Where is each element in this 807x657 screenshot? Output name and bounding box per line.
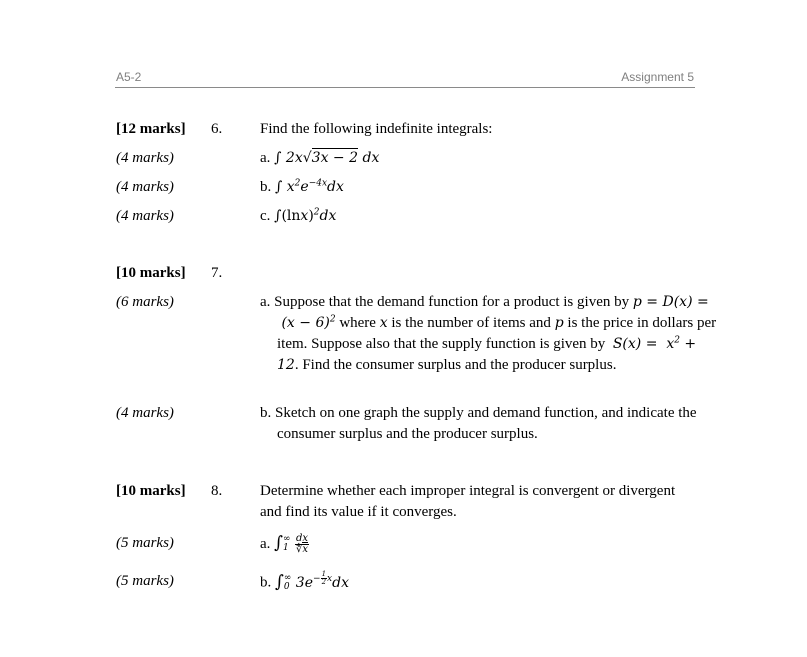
q8b-label: b. — [260, 574, 272, 591]
q8-prompt: Determine whether each improper integral is convergent or divergent and find its value if it converges. — [260, 483, 676, 520]
q7b-text: b. Sketch on one graph the supply and demand function, and indicate the consumer surplus and the producer surplus. — [260, 405, 697, 442]
q6a-expression: ∫ 2x√3x − 2 dx — [274, 150, 380, 166]
q6a-label: a. — [260, 150, 271, 166]
q8-number: 8. — [211, 483, 223, 499]
q7-number: 7. — [211, 265, 223, 281]
header-rule — [115, 87, 695, 88]
q6a-marks: (4 marks) — [116, 150, 174, 166]
q6c-marks: (4 marks) — [116, 208, 174, 224]
q6b-expression: ∫ $x^2e^{-4x}dx$ — [275, 178, 344, 195]
q7b-marks: (4 marks) — [116, 405, 174, 421]
header-right: Assignment 5 — [621, 70, 694, 84]
q6-number: 6. — [211, 121, 223, 137]
q7a-marks: (6 marks) — [116, 294, 174, 310]
q8a-marks: (5 marks) — [116, 535, 174, 551]
q7-total-marks: [10 marks] — [116, 265, 186, 281]
q6c-expression: $\int(\ln x)^2dx$ — [274, 207, 337, 224]
q7a-demand-function: $p = D(x) = (x - 6)^2$ — [277, 294, 709, 331]
header-left: A5-2 — [116, 70, 142, 84]
q6b-marks: (4 marks) — [116, 179, 174, 195]
q7a-text: a. Suppose that the demand function for a product is given by $p = D(x) = (x - 6)^2$ where x is the number of items and p is the price in dollars per item. Suppose also that the supply function is given by $S(x) = x^2 + 12$. Find the consumer surplus and the producer surplus. — [260, 294, 717, 373]
q8a-expression: ∫ ∞ 1 $\frac{dx}{∜x}$ — [274, 532, 309, 555]
q6-prompt: Find the following indefinite integrals: — [260, 121, 493, 137]
q6c-label: c. — [260, 208, 271, 224]
q6b-label: b. — [260, 179, 272, 195]
q8b-expression: ∫ ∞ 0 $3e^{- \frac{1}{2} x}dx$ — [275, 570, 349, 592]
q8b-marks: (5 marks) — [116, 573, 174, 589]
q8-total-marks: [10 marks] — [116, 483, 186, 499]
q7a-supply-function: $S(x) = x^2 + 12$ — [277, 335, 697, 373]
q8a-label: a. — [260, 536, 271, 552]
q6-total-marks: [12 marks] — [116, 121, 186, 137]
